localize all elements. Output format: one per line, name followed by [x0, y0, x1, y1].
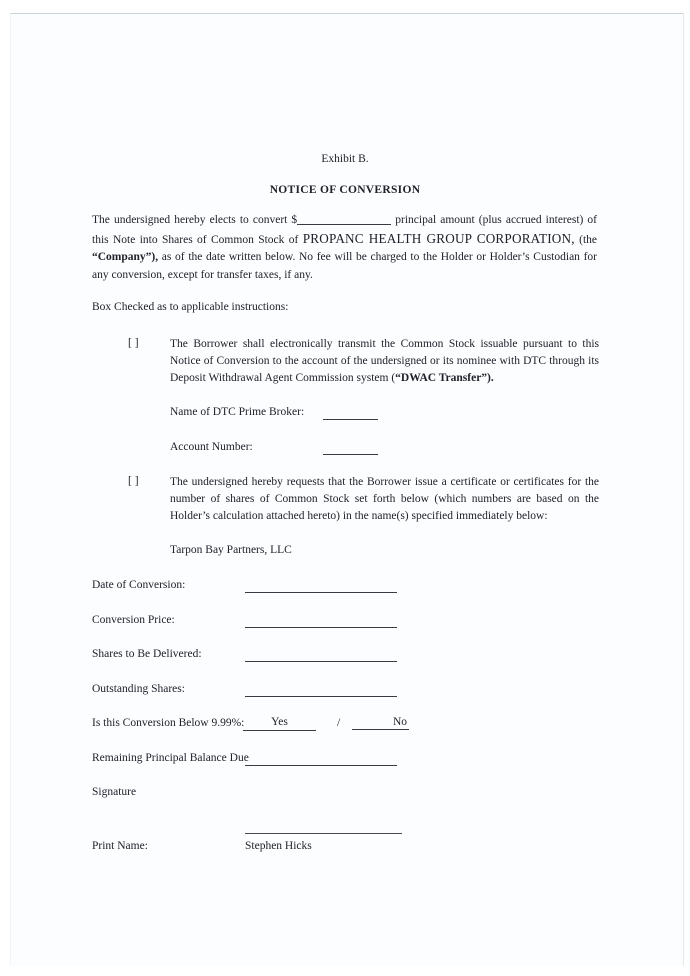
intro-paragraph [92, 212, 597, 285]
document-title: NOTICE OF CONVERSION [269, 184, 421, 196]
account-number-blank-line [323, 440, 378, 455]
no-option: No [352, 716, 409, 730]
holder-name: Tarpon Bay Partners, LLC [170, 544, 292, 556]
intro-text-1: The undersigned hereby elects to convert $ [92, 214, 298, 226]
intro-text-3: (the [574, 233, 598, 246]
company-defined-term: “Company”), [92, 251, 159, 264]
outstanding-shares-label: Outstanding Shares: [92, 683, 185, 695]
principal-amount-blank-line [297, 212, 391, 225]
signature-label: Signature [92, 786, 137, 798]
dtc-prime-broker-label: Name of DTC Prime Broker: [170, 406, 305, 418]
date-of-conversion-blank-line [245, 578, 397, 593]
print-name-value: Stephen Hicks [245, 840, 312, 852]
conversion-below-999-label: Is this Conversion Below 9.99%: [92, 717, 245, 729]
conversion-price-label: Conversion Price: [92, 614, 175, 626]
remaining-principal-label: Remaining Principal Balance Due [92, 752, 249, 764]
print-name-label: Print Name: [92, 840, 148, 852]
intro-text-2: principal amount (plus accrued interest) of this Note into Shares of Common Stock of [92, 214, 598, 246]
date-of-conversion-label: Date of Conversion: [92, 579, 186, 591]
yes-option: Yes [243, 716, 316, 731]
dwac-text: The Borrower shall electronically transmit the Common Stock issuable pursuant to this Notice of Conversion to the account of the undersigned or its nominee with DTC through its Deposit Withdrawal Agent Commission system ( [170, 338, 599, 385]
account-number-label: Account Number: [170, 441, 253, 453]
dwac-defined-term: “DWAC Transfer”). [395, 372, 494, 385]
slash-separator: / [337, 717, 341, 729]
shares-to-be-delivered-label: Shares to Be Delivered: [92, 648, 202, 660]
box-checked-instructions: Box Checked as to applicable instructions: [92, 301, 289, 313]
shares-to-be-delivered-blank-line [245, 647, 397, 662]
intro-text-4: as of the date written below. No fee will be charged to the Holder or Holder’s Custodian for any conversion, except for transfer taxes, if any. [92, 251, 597, 282]
company-name: PROPANC HEALTH GROUP CORPORATION, [302, 230, 575, 246]
remaining-principal-blank-line [245, 751, 397, 766]
dwac-paragraph [170, 336, 599, 388]
signature-line [245, 819, 402, 834]
conversion-price-blank-line [245, 613, 397, 628]
exhibit-label: Exhibit B. [321, 153, 369, 165]
dwac-checkbox: [ ] [128, 337, 139, 349]
dtc-prime-broker-blank-line [323, 405, 378, 420]
certificate-checkbox: [ ] [128, 475, 139, 487]
outstanding-shares-blank-line [245, 682, 397, 697]
certificate-paragraph: The undersigned hereby requests that the Borrower issue a certificate or certificates for the number of shares of Common Stock set forth below (which numbers are based on the Holder’s calculation attached hereto) in the name(s) specified immediately below: [170, 476, 599, 523]
